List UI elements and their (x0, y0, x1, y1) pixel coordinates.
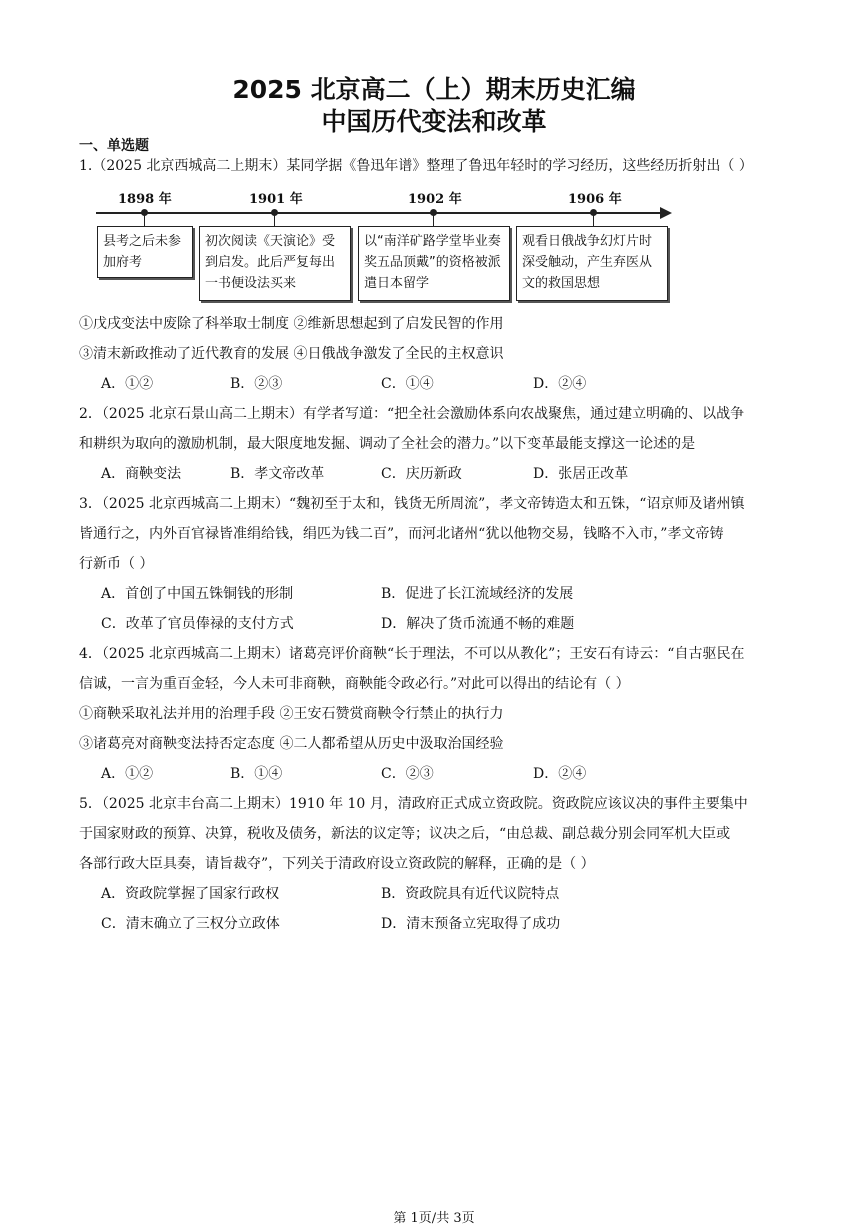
timeline-year: 1901 年 (249, 192, 303, 207)
q4-option-b: B．①④ (230, 766, 283, 782)
q3-stem-line: 行新币（ ） (79, 556, 154, 572)
q3-stem-line: 3．（2025 北京西城高二上期末）“魏初至于太和，钱货无所周流”，孝文帝铸造太和五铢，“诏京师及诸州镇 (79, 496, 745, 512)
q2-stem-line: 2．（2025 北京石景山高二上期末）有学者写道：“把全社会激励体系向农战聚焦，通过建立明确的、以战争 (79, 406, 745, 422)
q4-statement: ③诸葛亮对商鞅变法持否定态度 ④二人都希望从历史中汲取治国经验 (79, 736, 504, 752)
q4-statement: ①商鞅采取礼法并用的治理手段 ②王安石赞赏商鞅令行禁止的执行力 (79, 706, 504, 722)
document-title: 2025 北京高二（上）期末历史汇编 (232, 75, 636, 104)
q1-statement: ③清末新政推动了近代教育的发展 ④日俄战争激发了全民的主权意识 (79, 346, 504, 362)
q5-stem-line: 于国家财政的预算、决算，税收及债务，新法的议定等；议决之后，“由总裁、副总裁分别会同军机大臣或 (79, 826, 731, 842)
timeline-connector (274, 214, 275, 226)
q5-option-b: B．资政院具有近代议院特点 (381, 886, 560, 902)
q1-option-a: A．①② (101, 376, 154, 392)
q2-option-c: C．庆历新政 (381, 466, 462, 482)
q2-stem-line: 和耕织为取向的激励机制，最大限度地发掘、调动了全社会的潜力。”以下变革最能支撑这一论述的是 (79, 436, 696, 452)
q2-option-b: B．孝文帝改革 (230, 466, 325, 482)
timeline-year: 1906 年 (568, 192, 622, 207)
timeline-connector (433, 214, 434, 226)
timeline-year: 1898 年 (118, 192, 172, 207)
q1-stem: 1.（2025 北京西城高二上期末）某同学据《鲁迅年谱》整理了鲁迅年轻时的学习经历，这些经历折射出（ ） (79, 158, 753, 174)
q4-option-d: D．②④ (533, 766, 587, 782)
q3-stem-line: 皆通行之，内外百官禄皆准绢给钱，绢匹为钱二百”，而河北诸州“犹以他物交易，钱略不入市，”孝文帝铸 (79, 526, 724, 542)
q1-option-d: D．②④ (533, 376, 587, 392)
timeline-connector (593, 214, 594, 226)
timeline-box-1902: 以“南洋矿路学堂毕业奏奖五品顶戴”的资格被派遣日本留学 (358, 226, 510, 301)
document-subtitle: 中国历代变法和改革 (321, 107, 547, 136)
timeline-arrow-icon (660, 207, 672, 219)
timeline-box-1901: 初次阅读《天演论》受到启发。此后严复每出一书便设法买来 (199, 226, 351, 301)
q2-option-d: D．张居正改革 (533, 466, 629, 482)
q5-option-c: C．清末确立了三权分立政体 (101, 916, 280, 932)
timeline-connector (144, 214, 145, 226)
timeline-box-1898: 县考之后未参加府考 (97, 226, 193, 278)
q4-stem-line: 信诚，一言为重百金轻，今人未可非商鞅，商鞅能令政必行。”对此可以得出的结论有（ ） (79, 676, 630, 692)
q5-option-d: D．清末预备立宪取得了成功 (381, 916, 561, 932)
q3-option-b: B．促进了长江流域经济的发展 (381, 586, 574, 602)
q1-option-b: B．②③ (230, 376, 283, 392)
q4-option-c: C．②③ (381, 766, 434, 782)
q4-stem-line: 4．（2025 北京西城高二上期末）诸葛亮评价商鞅“长于理法，不可以从教化”；王安石有诗云：“自古驱民在 (79, 646, 745, 662)
q3-option-c: C．改革了官员俸禄的支付方式 (101, 616, 294, 632)
q1-statement: ①戊戌变法中废除了科举取士制度 ②维新思想起到了启发民智的作用 (79, 316, 504, 332)
q1-option-c: C．①④ (381, 376, 434, 392)
q4-option-a: A．①② (101, 766, 154, 782)
q5-stem-line: 各部行政大臣具奏，请旨裁夺”，下列关于清政府设立资政院的解释，正确的是（ ） (79, 856, 595, 872)
page-number: 第 1页/共 3页 (393, 1211, 475, 1226)
q3-option-d: D．解决了货币流通不畅的难题 (381, 616, 575, 632)
q5-option-a: A．资政院掌握了国家行政权 (101, 886, 280, 902)
timeline-axis (96, 212, 662, 214)
section-heading: 一、单选题 (79, 138, 149, 154)
q3-option-a: A．首创了中国五铢铜钱的形制 (101, 586, 294, 602)
q2-option-a: A．商鞅变法 (101, 466, 182, 482)
q5-stem-line: 5．（2025 北京丰台高二上期末）1910 年 10 月，清政府正式成立资政院。资政院应该议决的事件主要集中 (79, 796, 748, 812)
timeline-year: 1902 年 (408, 192, 462, 207)
timeline-box-1906: 观看日俄战争幻灯片时深受触动，产生弃医从文的救国思想 (516, 226, 668, 301)
